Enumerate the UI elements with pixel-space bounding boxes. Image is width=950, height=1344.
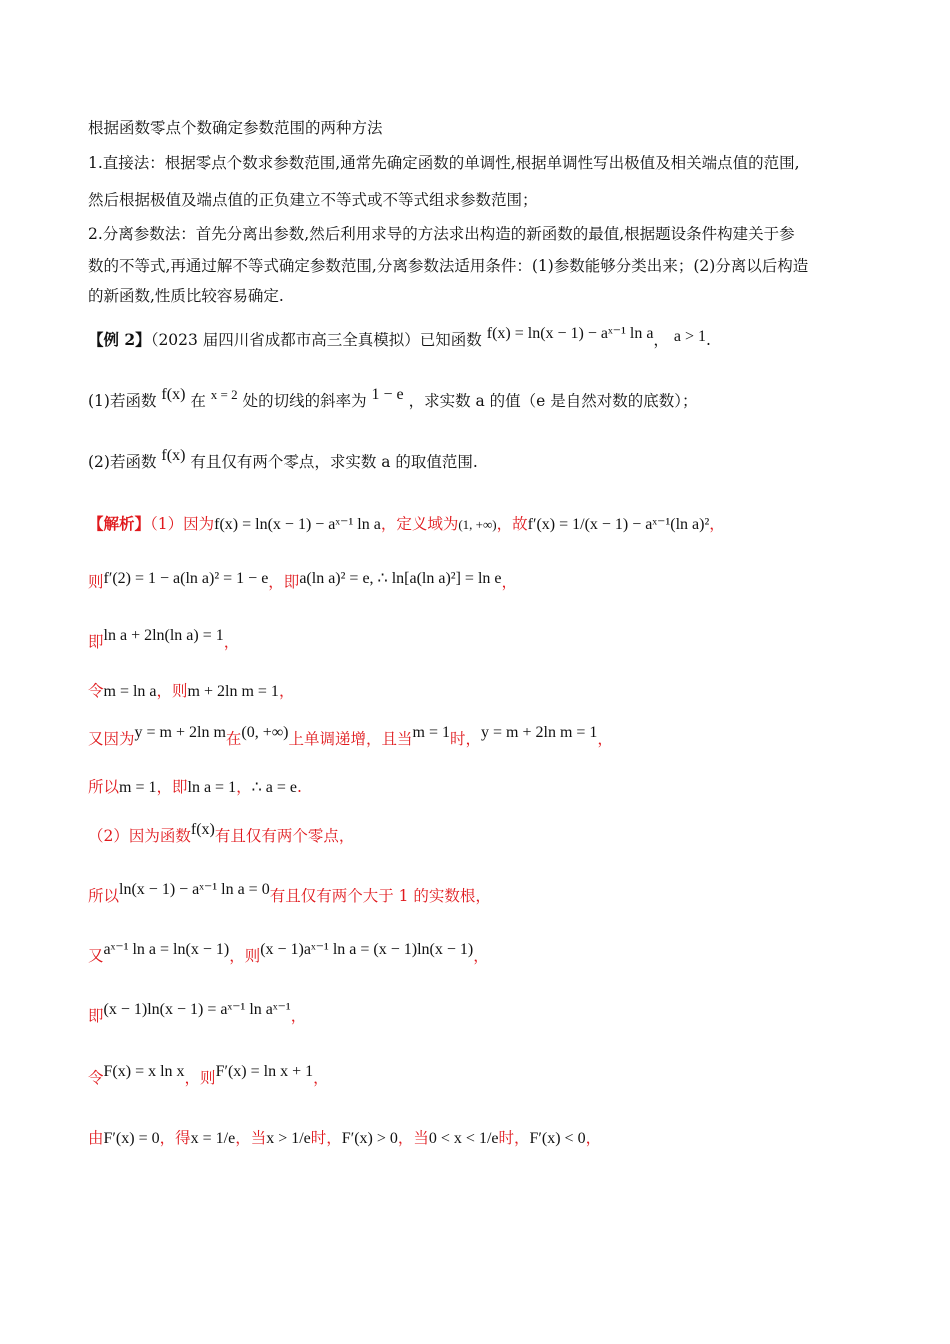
paragraph-text: 1.直接法：根据零点个数求参数范围,通常先确定函数的单调性,根据单调性写出极值及相关端点值的范围,	[88, 154, 800, 172]
text: ，	[278, 682, 295, 700]
text: 有且仅有两个零点，	[214, 827, 355, 845]
math: aˣ⁻¹ ln a = ln(x − 1)	[103, 941, 230, 958]
method-1-line-1	[88, 153, 800, 173]
math: ∴ a = e	[251, 779, 297, 796]
math: x = 2	[210, 387, 238, 402]
solution-line-1	[88, 514, 725, 535]
text: ，当	[235, 1129, 267, 1147]
text: ，	[585, 1129, 602, 1147]
text: ，则	[156, 682, 188, 700]
text: ，则	[229, 947, 261, 965]
text: 在	[225, 730, 242, 748]
text: ，得	[159, 1129, 191, 1147]
math: m = 1	[412, 724, 450, 741]
text: ，求实数 a 的值（e 是自然对数的底数）；	[408, 392, 698, 410]
solution-line-5	[88, 724, 613, 750]
math: f(x)	[161, 447, 186, 464]
solution-line-6	[88, 777, 302, 798]
text: (2)若函数	[88, 453, 157, 471]
text: 在	[190, 392, 206, 410]
solution-line-7	[88, 821, 355, 847]
text: 时，	[450, 730, 482, 748]
text: ，则	[184, 1069, 216, 1087]
text: ，	[473, 947, 489, 965]
punct: .	[706, 331, 711, 349]
math: f(x)	[161, 386, 186, 403]
method-2-line-1	[88, 224, 795, 244]
math: m = 1	[119, 779, 157, 796]
math: x = 1/e	[190, 1130, 236, 1147]
text: ，	[597, 730, 613, 748]
text: ，即	[156, 778, 188, 796]
math: x > 1/e	[266, 1130, 311, 1147]
text: (1)若函数	[88, 392, 157, 410]
text: ，即	[268, 573, 300, 591]
solution-line-3	[88, 627, 240, 653]
text: 处的切线的斜率为	[242, 392, 367, 410]
example-source: （2023 届四川省成都市高三全真模拟）已知函数	[150, 331, 482, 349]
text: 又	[88, 947, 104, 965]
text: 上单调递增，且当	[288, 730, 413, 748]
math: (x − 1)ln(x − 1) = aˣ⁻¹ ln aˣ⁻¹	[103, 1001, 291, 1018]
solution-line-2	[88, 572, 517, 593]
math: F′(x) = ln x + 1	[215, 1063, 314, 1080]
question-1	[88, 386, 698, 412]
math: F(x) = x ln x	[103, 1063, 185, 1080]
math: ln(x − 1) − aˣ⁻¹ ln a = 0	[119, 881, 270, 898]
text: 又因为	[88, 730, 135, 748]
math: f′(2) = 1 − a(ln a)² = 1 − e	[103, 570, 269, 587]
text: 即	[88, 633, 104, 651]
condition: a > 1	[673, 328, 706, 345]
paragraph-text: 然后根据极值及端点值的正负建立不等式或不等式组求参数范围；	[88, 191, 538, 209]
paragraph-text: 数的不等式,再通过解不等式确定参数范围,分离参数法适用条件：(1)参数能够分类出来；(2)分离以后构造	[88, 257, 809, 275]
math: y = m + 2ln m	[134, 724, 226, 741]
heading-text: 根据函数零点个数确定参数范围的两种方法	[88, 119, 383, 137]
text: 令	[88, 682, 104, 700]
math: f′(x) = 1/(x − 1) − aˣ⁻¹(ln a)²	[527, 516, 710, 533]
text: ，	[501, 573, 518, 591]
solution-line-10	[88, 1001, 307, 1027]
example-tag: 【例 2】	[88, 330, 151, 349]
text: 由	[88, 1129, 104, 1147]
example-statement	[88, 325, 711, 351]
math: ln a = 1	[187, 779, 237, 796]
math: f(x) = ln(x − 1) − aˣ⁻¹ ln a	[214, 516, 381, 533]
paragraph-text: 2.分离参数法：首先分离出参数,然后利用求导的方法求出构造的新函数的最值,根据题设条件构建关于参	[88, 225, 795, 243]
method-heading	[88, 118, 383, 138]
text: 有且仅有两个大于 1 的实数根，	[269, 887, 491, 905]
paragraph-text: 的新函数,性质比较容易确定.	[88, 287, 284, 305]
text: ，	[290, 1007, 307, 1025]
math: f(x)	[190, 821, 215, 838]
text: .	[297, 778, 302, 796]
math: a(ln a)² = e, ∴ ln[a(ln a)²] = ln e	[299, 570, 502, 587]
solution-tag: 【解析】	[88, 514, 151, 533]
method-2-line-2	[88, 256, 808, 276]
text: 令	[88, 1069, 104, 1087]
text: 则	[88, 573, 104, 591]
text: ，	[313, 1069, 329, 1087]
math: F′(x) = 0	[103, 1130, 160, 1147]
text: ，定义域为	[380, 515, 459, 533]
solution-line-9	[88, 941, 489, 967]
math: F′(x) > 0	[341, 1130, 398, 1147]
text: ，故	[496, 515, 528, 533]
text: ，	[223, 633, 240, 651]
punct: ，	[653, 331, 669, 349]
text: 时，	[310, 1129, 342, 1147]
math: ln a + 2ln(ln a) = 1	[103, 627, 224, 644]
text: ，	[709, 515, 725, 533]
function-definition: f(x) = ln(x − 1) − aˣ⁻¹ ln a	[486, 325, 654, 342]
text: （1）因为	[150, 515, 215, 533]
math: F′(x) < 0	[529, 1130, 586, 1147]
math: 0 < x < 1/e	[428, 1130, 499, 1147]
solution-line-11	[88, 1063, 329, 1089]
text: 所以	[88, 778, 120, 796]
text: 有且仅有两个零点，求实数 a 的取值范围.	[190, 453, 478, 471]
text: 所以	[88, 887, 120, 905]
math: (0, +∞)	[241, 724, 289, 741]
text: ，	[236, 778, 252, 796]
math: m + 2ln m = 1	[187, 683, 279, 700]
math: (1, +∞)	[458, 517, 497, 532]
method-2-line-3	[88, 286, 284, 306]
text: （2）因为函数	[88, 827, 191, 845]
method-1-line-2	[88, 190, 538, 210]
math: m = ln a	[103, 683, 157, 700]
solution-line-8	[88, 881, 491, 907]
text: 时，	[498, 1129, 530, 1147]
solution-line-4	[88, 681, 294, 702]
math: y = m + 2ln m = 1	[481, 724, 598, 741]
text: 即	[88, 1007, 104, 1025]
text: ，当	[397, 1129, 429, 1147]
math: (x − 1)aˣ⁻¹ ln a = (x − 1)ln(x − 1)	[260, 941, 474, 958]
solution-line-12	[88, 1128, 601, 1149]
question-2	[88, 447, 478, 473]
math: 1 − e	[371, 386, 404, 403]
